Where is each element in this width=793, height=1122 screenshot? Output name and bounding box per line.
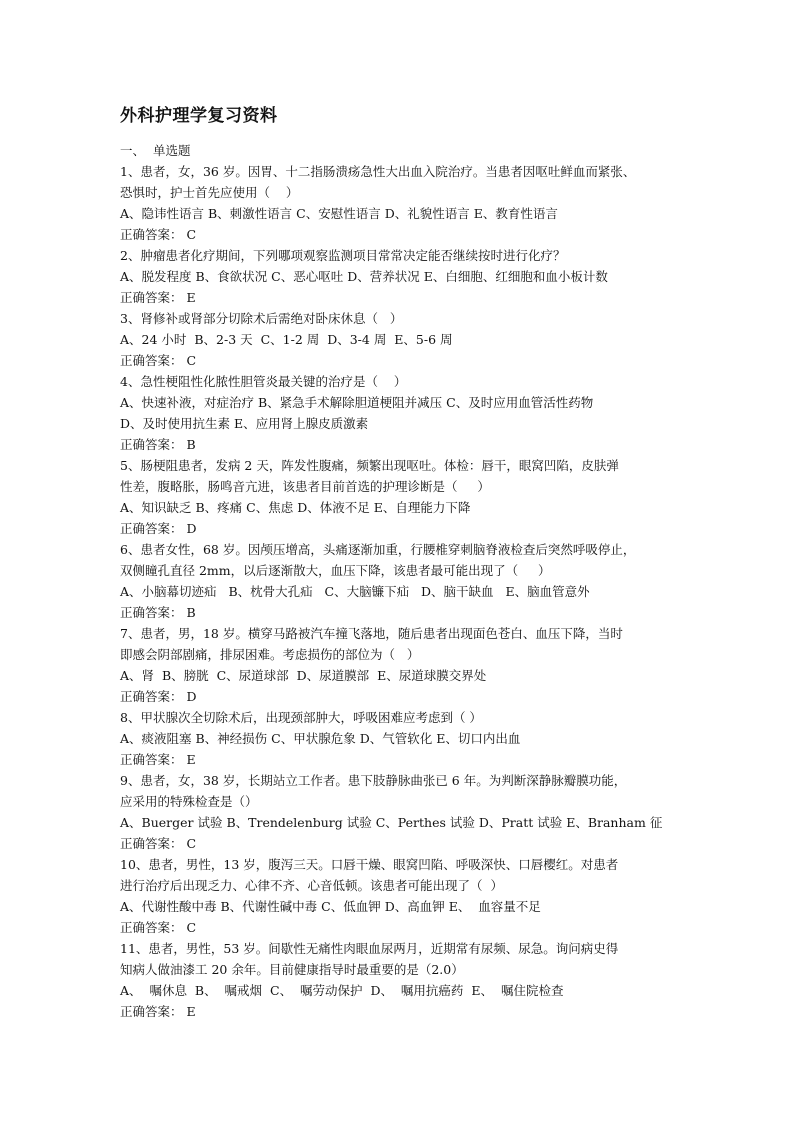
question-options: A、代谢性酸中毒 B、代谢性碱中毒 C、低血钾 D、高血钾 E、 血容量不足: [120, 899, 541, 914]
question-2: [120, 245, 680, 308]
question-1: [120, 161, 680, 245]
question-text-line: 知病人做油漆工 20 余年。目前健康指导时最重要的是（2.0）: [120, 962, 464, 977]
question-6: [120, 539, 680, 623]
question-text-line: 2、肿瘤患者化疗期间，下列哪项观察监测项目常常决定能否继续按时进行化疗？: [120, 248, 566, 263]
question-10: [120, 854, 680, 938]
question-text-line: 9、患者，女，38 岁，长期站立工作者。患下肢静脉曲张已 6 年。为判断深静脉瓣膜功能，: [120, 773, 627, 788]
question-text-line: 性差，腹略胀，肠鸣音亢进，该患者目前首选的护理诊断是（ ）: [120, 479, 490, 494]
question-options: D、及时使用抗生素 E、应用肾上腺皮质激素: [120, 416, 369, 431]
question-options: A、知识缺乏 B、疼痛 C、焦虑 D、体液不足 E、自理能力下降: [120, 500, 471, 515]
question-5: [120, 455, 680, 539]
question-options: A、脱发程度 B、食欲状况 C、恶心呕吐 D、营养状况 E、白细胞、红细胞和血小板计数: [120, 269, 608, 284]
question-9: [120, 770, 680, 854]
correct-answer: 正确答案： C: [120, 836, 197, 851]
correct-answer: 正确答案： B: [120, 605, 196, 620]
correct-answer: 正确答案： C: [120, 227, 197, 242]
question-text-line: 10、患者，男性，13 岁，腹泻三天。口唇干燥、眼窝凹陷、呼吸深快、口唇樱红。对患者: [120, 857, 619, 872]
correct-answer: 正确答案： D: [120, 521, 197, 536]
question-options: A、24 小时 B、2-3 天 C、1-2 周 D、3-4 周 E、5-6 周: [120, 332, 453, 347]
question-4: [120, 371, 680, 455]
question-text-line: 11、患者，男性，53 岁。间歇性无痛性肉眼血尿两月，近期常有尿频、尿急。询问病史得: [120, 941, 619, 956]
question-text-line: 8、甲状腺次全切除术后，出现颈部肿大，呼吸困难应考虑到（ ）: [120, 710, 482, 725]
question-text-line: 双侧瞳孔直径 2mm，以后逐渐散大，血压下降，该患者最可能出现了（ ）: [120, 563, 551, 578]
question-text-line: 进行治疗后出现乏力、心律不齐、心音低顿。该患者可能出现了（ ）: [120, 878, 503, 893]
question-text-line: 即感会阴部剧痛，排尿困难。考虑损伤的部位为（ ）: [120, 647, 420, 662]
question-text-line: 应采用的特殊检查是（）: [120, 794, 258, 809]
section-heading: 一、 单选题: [120, 143, 191, 158]
correct-answer: 正确答案： D: [120, 689, 197, 704]
correct-answer: 正确答案： E: [120, 1004, 196, 1019]
question-text-line: 5、肠梗阻患者，发病 2 天，阵发性腹痛，频繁出现呕吐。体检：唇干，眼窝凹陷，皮肤弹: [120, 458, 619, 473]
document-page: [120, 104, 680, 1022]
question-options: A、小脑幕切迹疝 B、枕骨大孔疝 C、大脑镰下疝 D、脑干缺血 E、脑血管意外: [120, 584, 590, 599]
question-options: A、Buerger 试验 B、Trendelenburg 试验 C、Perthes 试验 D、Pratt 试验 E、Branham 征: [120, 815, 663, 830]
question-options: A、快速补液，对症治疗 B、紧急手术解除胆道梗阻并减压 C、及时应用血管活性药物: [120, 395, 594, 410]
question-text-line: 4、急性梗阻性化脓性胆管炎最关键的治疗是（ ）: [120, 374, 407, 389]
question-text-line: 3、肾修补或肾部分切除术后需绝对卧床休息（ ）: [120, 311, 403, 326]
question-text-line: 7、患者，男，18 岁。横穿马路被汽车撞飞落地，随后患者出现面色苍白、血压下降，当时: [120, 626, 623, 641]
question-text-line: 恐惧时，护士首先应使用（ ）: [120, 185, 299, 200]
correct-answer: 正确答案： E: [120, 752, 196, 767]
question-options: A、 嘱休息 B、 嘱戒烟 C、 嘱劳动保护 D、 嘱用抗癌药 E、 嘱住院检查: [120, 983, 564, 998]
question-11: [120, 938, 680, 1022]
question-list: [120, 161, 680, 1022]
question-options: A、隐讳性语言 B、刺激性语言 C、安慰性语言 D、礼貌性语言 E、教育性语言: [120, 206, 558, 221]
document-title: 外科护理学复习资料: [120, 106, 278, 126]
question-3: [120, 308, 680, 371]
correct-answer: 正确答案： E: [120, 290, 196, 305]
question-text-line: 1、患者，女，36 岁。因胃、十二指肠溃疡急性大出血入院治疗。当患者因呕吐鲜血而紧张、: [120, 164, 636, 179]
question-options: A、痰液阻塞 B、神经损伤 C、甲状腺危象 D、气管软化 E、切口内出血: [120, 731, 521, 746]
question-options: A、肾 B、膀胱 C、尿道球部 D、尿道膜部 E、尿道球膜交界处: [120, 668, 487, 683]
question-text-line: 6、患者女性，68 岁。因颅压增高，头痛逐渐加重，行腰椎穿刺脑脊液检查后突然呼吸停止，: [120, 542, 636, 557]
question-7: [120, 623, 680, 707]
correct-answer: 正确答案： C: [120, 353, 197, 368]
question-8: [120, 707, 680, 770]
correct-answer: 正确答案： B: [120, 437, 196, 452]
correct-answer: 正确答案： C: [120, 920, 197, 935]
